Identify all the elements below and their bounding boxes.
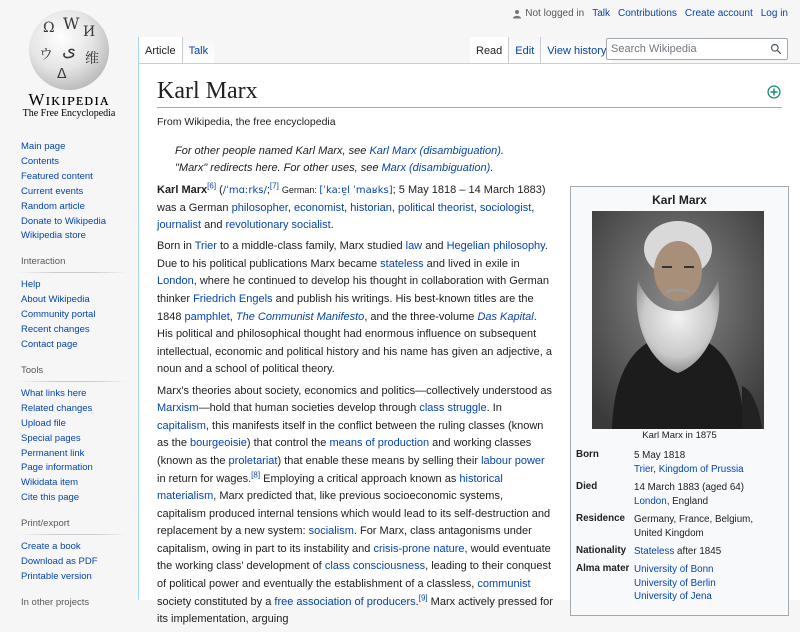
- sidebar: [0, 140, 138, 620]
- body-text: ; 5 May 1818 – 14 March 1883) was a German: [157, 184, 546, 214]
- died-label: Died: [576, 481, 598, 492]
- navigation-portal: [21, 140, 138, 244]
- sidebar-item-page-information[interactable]: Page information: [21, 462, 93, 474]
- sidebar-item-store[interactable]: Wikipedia store: [21, 230, 86, 242]
- body-text: , this manifests itself in the conflict between the ruling classes (known as the: [157, 419, 544, 450]
- article-link[interactable]: law: [405, 240, 423, 253]
- body-text: German:: [281, 185, 320, 195]
- sidebar-item-about[interactable]: About Wikipedia: [21, 294, 90, 306]
- article-link[interactable]: Marxism: [157, 402, 199, 415]
- article-link[interactable]: proletariat: [228, 454, 278, 467]
- article-link[interactable]: class struggle: [419, 402, 487, 415]
- site-subtitle: From Wikipedia, the free encyclopedia: [157, 116, 336, 128]
- born-date: 5 May 1818: [634, 450, 686, 461]
- divider: [17, 381, 127, 382]
- article-link[interactable]: pamphlet: [184, 310, 230, 323]
- university-jena-link[interactable]: University of Jena: [634, 591, 712, 602]
- article-link[interactable]: bourgeoisie: [190, 437, 247, 450]
- puzzle-glyph: 维: [85, 51, 99, 67]
- article-link[interactable]: crisis-prone nature: [373, 542, 465, 555]
- infobox-row-born: [576, 449, 784, 476]
- body-text: . His political and philosophical thought had enormous influence on subsequent intellectual, economic and political history and his name has given an adjective, a noun and a school of political theory.: [157, 310, 553, 376]
- body-text: . In: [486, 402, 502, 415]
- body-text: ,: [391, 201, 398, 214]
- article-link[interactable]: Friedrich Engels: [193, 293, 273, 306]
- infobox-caption: Karl Marx in 1875: [642, 430, 717, 441]
- body-text: ;: [266, 184, 270, 196]
- paragraph: [157, 383, 553, 629]
- infobox-title: Karl Marx: [652, 193, 707, 207]
- body-text: and: [422, 240, 447, 253]
- article-link[interactable]: historical materialism: [157, 472, 503, 503]
- nationality-value: [634, 545, 784, 559]
- infobox-row-died: [576, 481, 784, 508]
- body-text: Marx's theories about society, economics and politics—collectively understood as: [157, 384, 553, 397]
- sidebar-item-upload-file[interactable]: Upload file: [21, 417, 66, 429]
- died-value: [634, 481, 784, 508]
- puzzle-glyph: ᐃ: [57, 66, 67, 82]
- tab-read[interactable]: Read: [470, 37, 508, 63]
- tab-edit[interactable]: Edit: [508, 37, 540, 63]
- infobox: [570, 186, 789, 616]
- hatnote-text: .: [490, 162, 494, 174]
- search-icon[interactable]: [770, 43, 782, 55]
- sidebar-item-featured-content[interactable]: Featured content: [21, 170, 93, 182]
- sidebar-item-current-events[interactable]: Current events: [21, 185, 84, 197]
- body-text: ,: [229, 310, 236, 323]
- contributions-link[interactable]: Contributions: [618, 8, 677, 19]
- interaction-heading: Interaction: [21, 256, 66, 268]
- body-text: and publish his writings. His best-known titles are the 1848: [157, 293, 534, 323]
- hatnote-text: .: [500, 145, 504, 157]
- sidebar-item-wikidata-item[interactable]: Wikidata item: [21, 477, 79, 489]
- hatnote-text: For other people named Karl Marx, see: [175, 145, 370, 157]
- body-text: —hold that human societies develop through: [198, 402, 420, 415]
- create-account-link[interactable]: Create account: [684, 8, 753, 19]
- body-text: , and the three-volume: [364, 310, 478, 323]
- sidebar-item-special-pages[interactable]: Special pages: [21, 432, 81, 444]
- article-link[interactable]: journalist: [157, 219, 202, 232]
- alma-mater-label: Alma mater: [576, 563, 630, 574]
- sidebar-item-cite-this-page[interactable]: Cite this page: [21, 492, 80, 504]
- university-bonn-link[interactable]: University of Bonn: [634, 564, 714, 575]
- tools-portal: [21, 365, 138, 506]
- nationality-rest: after 1845: [674, 546, 722, 557]
- sidebar-item-contact[interactable]: Contact page: [21, 338, 78, 350]
- article-link[interactable]: free association of producers: [274, 595, 416, 608]
- interaction-portal: [21, 256, 138, 353]
- print-portal: [21, 518, 138, 585]
- not-logged-in-label: Not logged in: [525, 8, 585, 19]
- nationality-link[interactable]: Stateless: [634, 546, 675, 557]
- tools-heading: Tools: [21, 364, 44, 376]
- born-country-link[interactable]: Kingdom of Prussia: [658, 463, 744, 475]
- body-text: Employing a critical approach known as: [260, 472, 460, 485]
- article-link[interactable]: London: [157, 275, 194, 288]
- article-link[interactable]: philosopher: [231, 201, 288, 214]
- sidebar-item-main-page[interactable]: Main page: [21, 141, 66, 152]
- body-text: and: [201, 219, 226, 232]
- pronunciation-link[interactable]: [ˈkaːɐ̯l ˈmaʁks]: [319, 185, 393, 196]
- body-text: , leading to their conquest of political power and eventually the establishment of a classless,: [157, 560, 552, 591]
- article-link[interactable]: class consciousness: [324, 560, 426, 573]
- other-projects-portal: [21, 597, 138, 608]
- body-text: and lived in exile in: [423, 257, 520, 270]
- infobox-row-residence: [576, 513, 784, 540]
- portrait-photo: [592, 211, 764, 429]
- citation-ref[interactable]: [8]: [251, 469, 261, 479]
- citation-ref[interactable]: [7]: [269, 181, 279, 191]
- user-icon: [512, 9, 522, 19]
- tab-view-history[interactable]: View history: [540, 37, 612, 63]
- sidebar-item-what-links-here[interactable]: What links here: [21, 387, 87, 399]
- sidebar-item-permanent-link[interactable]: Permanent link: [21, 447, 85, 459]
- sidebar-item-contents[interactable]: Contents: [21, 155, 60, 167]
- paragraph: [157, 238, 553, 379]
- article-link[interactable]: labour power: [481, 454, 545, 467]
- born-place-separator: ,: [653, 463, 659, 475]
- pronunciation-link[interactable]: /ˈmɑːrks/: [222, 185, 267, 196]
- logo-tagline: The Free Encyclopedia: [22, 108, 116, 119]
- article-subject: Karl Marx: [157, 184, 208, 196]
- sidebar-item-donate[interactable]: Donate to Wikipedia: [21, 215, 107, 227]
- body-text: (: [216, 184, 223, 196]
- print-list: [21, 540, 138, 585]
- died-country: , England: [666, 495, 709, 507]
- talk-link[interactable]: Talk: [592, 8, 610, 19]
- print-heading: Print/export: [21, 518, 70, 530]
- infobox-row-nationality: [576, 545, 784, 559]
- sidebar-item-printable-version[interactable]: Printable version: [21, 570, 92, 582]
- born-value: [634, 449, 784, 476]
- hatnote-text: "Marx" redirects here. For other uses, see: [175, 162, 382, 174]
- body-text: ,: [344, 201, 351, 214]
- sidebar-item-related-changes[interactable]: Related changes: [21, 402, 93, 414]
- body-text: .: [330, 219, 334, 232]
- article-link[interactable]: economist: [294, 201, 345, 214]
- interaction-list: [21, 278, 138, 353]
- body-text: society constituted by a: [157, 595, 275, 608]
- other-projects-heading: In other projects: [21, 596, 90, 608]
- tab-article[interactable]: Article: [138, 37, 182, 63]
- search-input[interactable]: [607, 39, 767, 59]
- puzzle-glyph: Ω: [43, 20, 55, 36]
- article-link[interactable]: communist: [477, 578, 531, 591]
- hatnote: [175, 145, 504, 157]
- puzzle-glyph: ウ: [39, 47, 53, 63]
- died-date: 14 March 1883 (aged 64): [634, 482, 745, 493]
- tab-talk[interactable]: Talk: [182, 37, 215, 63]
- namespace-tabs: [138, 37, 214, 63]
- article-link[interactable]: Das Kapital: [477, 310, 534, 323]
- university-berlin-link[interactable]: University of Berlin: [634, 577, 716, 589]
- article-link[interactable]: Hegelian philosophy: [446, 240, 545, 253]
- body-text: . For Marx, class antagonisms under capitalism, owing in part to its instability and: [157, 525, 532, 555]
- paragraph: [157, 182, 553, 235]
- article-body: [157, 182, 553, 632]
- body-text: Born in: [157, 240, 195, 253]
- body-text: ) that control the: [246, 437, 330, 450]
- body-text: , would eventuate the working class' development of: [157, 542, 551, 573]
- body-text: ,: [287, 201, 294, 214]
- logo-wordmark: Wɪᴋɪᴘᴇᴅɪᴀ: [28, 90, 110, 109]
- article-link[interactable]: socialism: [308, 525, 354, 538]
- navigation-list: [21, 140, 138, 244]
- citation-ref[interactable]: [9]: [418, 593, 428, 602]
- hatnote-link[interactable]: Marx (disambiguation): [381, 162, 491, 174]
- view-tabs: [470, 37, 612, 63]
- alma-mater-value: [634, 563, 784, 604]
- born-place-link[interactable]: Trier: [634, 463, 654, 475]
- body-text: ) that enable these means by selling their: [277, 454, 482, 467]
- article-link[interactable]: capitalism: [157, 419, 206, 432]
- sidebar-item-community-portal[interactable]: Community portal: [21, 309, 96, 321]
- article-link[interactable]: sociologist: [479, 201, 532, 214]
- body-text: in return for wages.: [157, 472, 252, 485]
- article-link[interactable]: historian: [350, 201, 392, 214]
- content-area: [138, 63, 800, 626]
- portrait-image[interactable]: [592, 211, 764, 429]
- globe-icon: [29, 10, 109, 90]
- search-box: [606, 38, 788, 60]
- infobox-row-alma-mater: [576, 563, 784, 604]
- body-text: ,: [531, 201, 535, 214]
- hatnote: [175, 162, 493, 174]
- residence-label: Residence: [576, 513, 626, 524]
- body-text: and working classes (known as the: [157, 437, 532, 467]
- hatnote-link[interactable]: Karl Marx (disambiguation): [369, 145, 501, 157]
- nationality-label: Nationality: [576, 545, 627, 556]
- wikipedia-logo[interactable]: [0, 0, 138, 128]
- born-label: Born: [576, 449, 599, 460]
- not-logged-in-status: [512, 8, 584, 19]
- page-title: Karl Marx: [157, 78, 782, 108]
- citation-ref[interactable]: [6]: [207, 181, 217, 191]
- body-text: Marx actively pressed for its implementation, arguing: [157, 595, 553, 626]
- puzzle-glyph: ی: [62, 40, 77, 61]
- sidebar-item-create-book[interactable]: Create a book: [21, 541, 81, 553]
- article-link[interactable]: revolutionary socialist: [225, 219, 331, 232]
- sidebar-item-help[interactable]: Help: [21, 279, 41, 291]
- died-place-link[interactable]: London: [634, 495, 667, 507]
- residence-value: Germany, France, Belgium, United Kingdom: [634, 514, 754, 539]
- sidebar-item-recent-changes[interactable]: Recent changes: [21, 324, 90, 336]
- body-text: .: [415, 595, 419, 608]
- article-link[interactable]: Trier: [194, 240, 217, 253]
- body-text: , Marx predicted that, like previous socioeconomic systems, capitalism produced internal tensions which would lead to its self-destruction and replacement by a new system:: [157, 490, 551, 538]
- puzzle-glyph: W: [63, 14, 80, 33]
- login-link[interactable]: Log in: [760, 8, 788, 19]
- personal-tools: [512, 8, 788, 19]
- body-text: ,: [473, 201, 480, 214]
- divider: [17, 534, 127, 535]
- article-link[interactable]: stateless: [380, 257, 424, 270]
- sidebar-item-random-article[interactable]: Random article: [21, 200, 85, 212]
- puzzle-glyph: И: [83, 24, 96, 40]
- body-text: to a middle-class family, Marx studied: [216, 240, 406, 253]
- article-link[interactable]: political theorist: [397, 201, 474, 214]
- body-text: , where he continued to develop his thought in collaboration with German thinker: [157, 275, 549, 306]
- divider: [17, 272, 127, 273]
- tools-list: [21, 387, 138, 506]
- add-circle-icon[interactable]: [767, 85, 781, 99]
- sidebar-item-download-pdf[interactable]: Download as PDF: [21, 556, 98, 568]
- body-text: . Due to his political publications Marx became: [157, 240, 548, 270]
- article-link[interactable]: means of production: [329, 437, 430, 450]
- article-link[interactable]: The Communist Manifesto: [235, 310, 365, 323]
